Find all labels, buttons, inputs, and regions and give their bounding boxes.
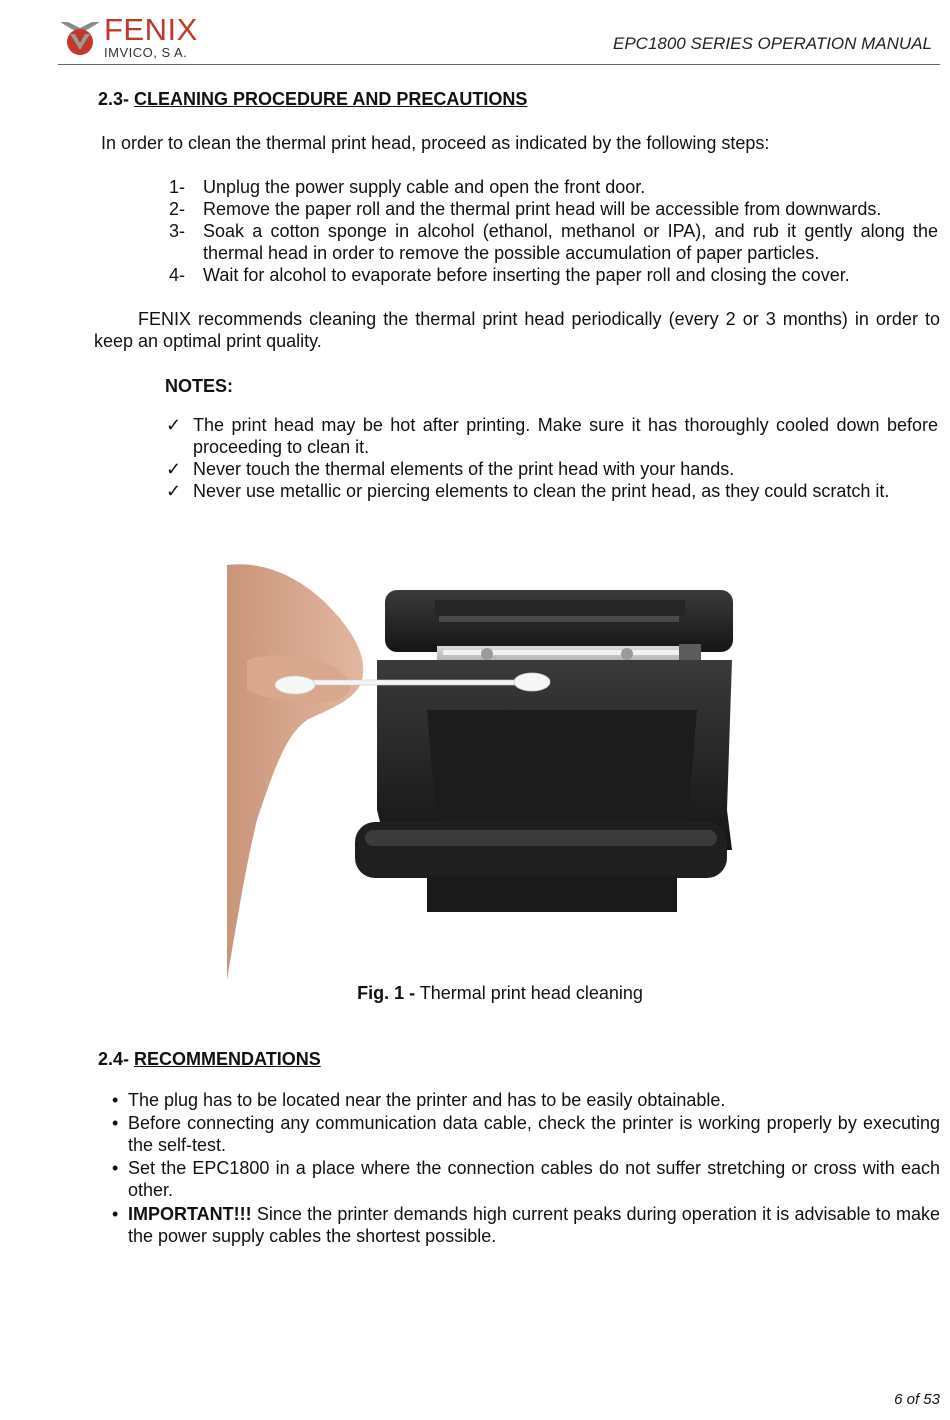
section-number: 2.3- bbox=[98, 89, 130, 109]
list-item bbox=[169, 198, 940, 220]
logo-subtitle: IMVICO, S A. bbox=[104, 45, 188, 60]
list-item bbox=[112, 1112, 940, 1156]
list-item bbox=[166, 414, 940, 458]
note-text: Never touch the thermal elements of the print head with your hands. bbox=[193, 459, 735, 479]
bullet-icon: • bbox=[112, 1204, 119, 1224]
bullet-icon: • bbox=[112, 1113, 119, 1133]
step-number: 2- bbox=[169, 199, 186, 219]
list-item bbox=[112, 1089, 940, 1111]
step-number: 4- bbox=[169, 265, 186, 285]
fenix-logo-icon bbox=[58, 16, 102, 56]
section-heading-recommendations bbox=[98, 1048, 321, 1070]
intro-paragraph: In order to clean the thermal print head, proceed as indicated by the following steps: bbox=[101, 133, 770, 153]
checkmark-icon: ✓ bbox=[166, 459, 182, 479]
logo-name: FENIX bbox=[104, 12, 198, 47]
manual-title: EPC1800 SERIES OPERATION MANUAL bbox=[612, 34, 932, 53]
recommendation-text: The plug has to be located near the printer and has to be easily obtainable. bbox=[128, 1090, 726, 1110]
recommendation-text: Before connecting any communication data cable, check the printer is working properly by executing the self-test. bbox=[128, 1113, 940, 1155]
section-heading-cleaning bbox=[98, 88, 527, 110]
list-item bbox=[112, 1203, 940, 1247]
bullet-icon: • bbox=[112, 1090, 119, 1110]
list-item bbox=[112, 1157, 940, 1201]
header-divider bbox=[58, 64, 940, 65]
printer-cleaning-photo bbox=[227, 560, 747, 980]
step-text: Wait for alcohol to evaporate before inserting the paper roll and closing the cover. bbox=[203, 265, 850, 285]
page-number: 6 of 53 bbox=[894, 1391, 940, 1408]
list-item bbox=[169, 220, 940, 264]
important-text: Since the printer demands high current peaks during operation it is advisable to make the power supply cables the shortest possible. bbox=[128, 1204, 940, 1246]
company-logo bbox=[58, 14, 198, 60]
step-text: Remove the paper roll and the thermal print head will be accessible from downwards. bbox=[203, 199, 882, 219]
section-title: RECOMMENDATIONS bbox=[134, 1049, 321, 1069]
recommendation-paragraph: FENIX recommends cleaning the thermal print head periodically (every 2 or 3 months) in order to keep an optimal print quality. bbox=[94, 309, 940, 351]
step-number: 1- bbox=[169, 177, 186, 197]
checkmark-icon: ✓ bbox=[166, 415, 182, 435]
note-text: Never use metallic or piercing elements to clean the print head, as they could scratch it. bbox=[193, 481, 890, 501]
list-item bbox=[166, 480, 940, 502]
bullet-icon: • bbox=[112, 1158, 119, 1178]
step-text: Soak a cotton sponge in alcohol (ethanol, methanol or IPA), and rub it gently along the thermal head in order to remove the possible accumulation of paper particles. bbox=[203, 221, 938, 263]
figure-caption bbox=[0, 982, 950, 1004]
figure-caption-text: Thermal print head cleaning bbox=[419, 983, 643, 1003]
list-item bbox=[169, 176, 940, 198]
list-item bbox=[166, 458, 940, 480]
step-text: Unplug the power supply cable and open the front door. bbox=[203, 177, 646, 197]
list-item bbox=[169, 264, 940, 286]
notes-label: NOTES: bbox=[165, 376, 234, 396]
important-label: IMPORTANT!!! bbox=[128, 1204, 252, 1224]
checkmark-icon: ✓ bbox=[166, 481, 182, 501]
step-number: 3- bbox=[169, 221, 186, 241]
note-text: The print head may be hot after printing. Make sure it has thoroughly cooled down before proceeding to clean it. bbox=[193, 415, 938, 457]
section-title: CLEANING PROCEDURE AND PRECAUTIONS bbox=[134, 89, 528, 109]
section-number: 2.4- bbox=[98, 1049, 130, 1069]
figure-label: Fig. 1 - bbox=[357, 983, 416, 1003]
recommendation-text bbox=[128, 1203, 940, 1247]
recommendation-text: Set the EPC1800 in a place where the connection cables do not suffer stretching or cross with each other. bbox=[128, 1158, 940, 1200]
